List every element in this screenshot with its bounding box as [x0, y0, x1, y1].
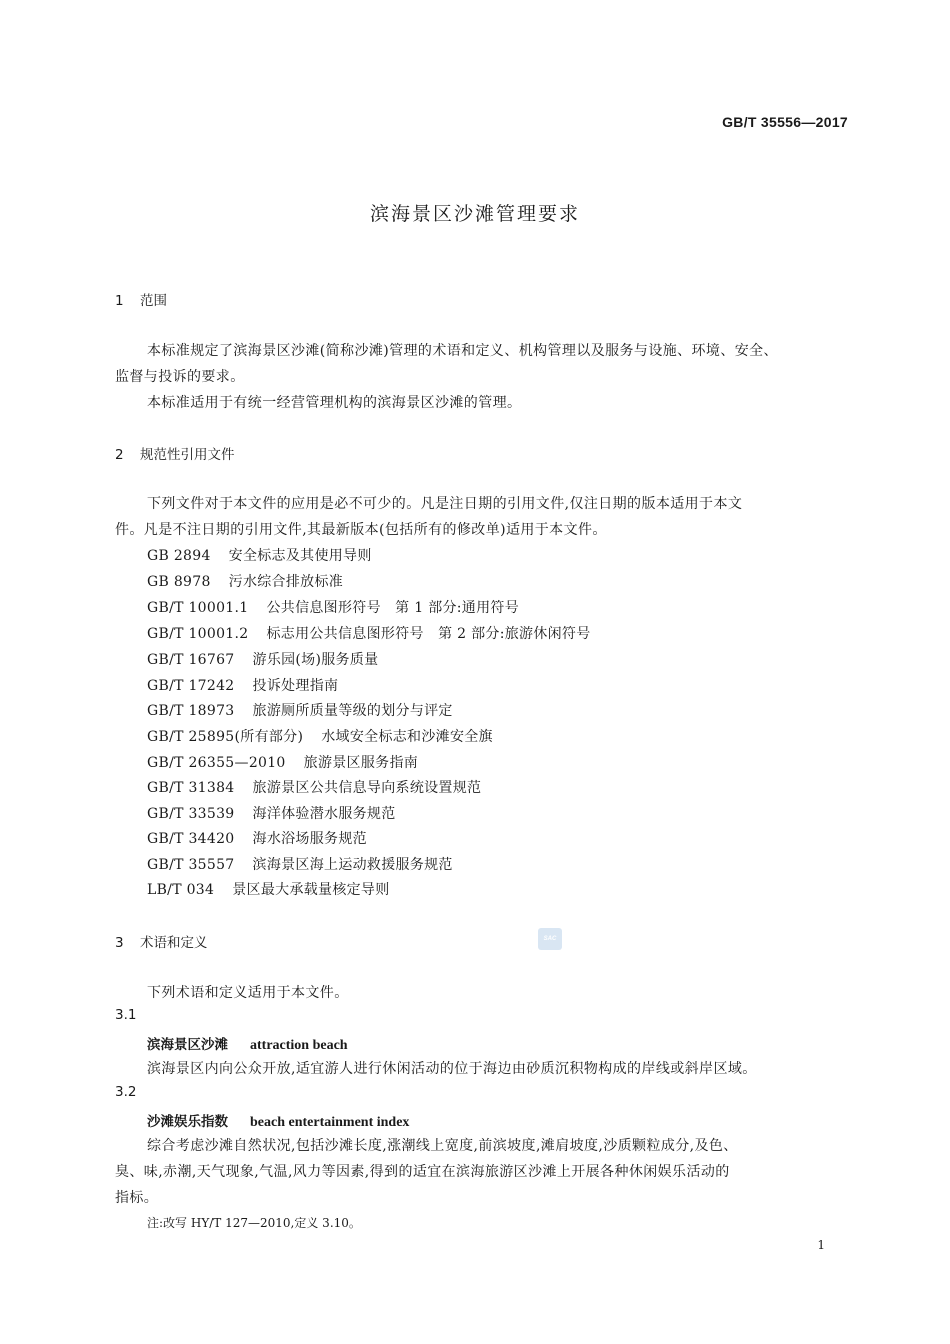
reference-item	[147, 879, 390, 899]
reference-item	[147, 649, 378, 669]
term-note: 注:改写 HY/T 127—2010,定义 3.10。	[147, 1216, 361, 1230]
reference-title: 游乐园(场)服务质量	[252, 652, 379, 668]
term-definition: 综合考虑沙滩自然状况,包括沙滩长度,涨潮线上宽度,前滨坡度,滩肩坡度,沙质颗粒成分,及色、	[147, 1138, 738, 1154]
reference-code: GB/T 16767	[147, 652, 235, 668]
reference-item	[147, 545, 372, 565]
term-definition: 臭、味,赤潮,天气现象,气温,风力等因素,得到的适宜在滨海旅游区沙滩上开展各种休闲娱乐活动的	[115, 1164, 730, 1180]
reference-title: 滨海景区海上运动救援服务规范	[252, 857, 453, 873]
paragraph-line: 本标准适用于有统一经营管理机构的滨海景区沙滩的管理。	[147, 395, 522, 411]
term-number: 3.1	[115, 1007, 137, 1023]
term-english: attraction beach	[250, 1038, 348, 1053]
section-1-heading	[115, 289, 167, 309]
reference-item	[147, 571, 343, 591]
section-2-heading	[115, 443, 235, 463]
reference-code: GB/T 17242	[147, 678, 235, 694]
section-title: 规范性引用文件	[140, 447, 235, 463]
reference-item	[147, 828, 367, 848]
section-title: 术语和定义	[140, 935, 208, 951]
reference-title: 景区最大承载量核定导则	[232, 882, 390, 898]
reference-code: GB/T 34420	[147, 831, 235, 847]
paragraph-line: 监督与投诉的要求。	[115, 369, 245, 385]
reference-item	[147, 803, 396, 823]
reference-title: 海洋体验潜水服务规范	[252, 806, 396, 822]
watermark-logo	[538, 928, 562, 950]
term-chinese: 沙滩娱乐指数	[147, 1114, 228, 1130]
reference-title: 公共信息图形符号 第 1 部分:通用符号	[266, 600, 520, 616]
reference-title: 安全标志及其使用导则	[228, 548, 372, 564]
reference-title: 水域安全标志和沙滩安全旗	[321, 729, 493, 745]
reference-code: GB/T 18973	[147, 703, 235, 719]
section-3-heading	[115, 931, 208, 951]
paragraph-line: 件。凡是不注日期的引用文件,其最新版本(包括所有的修改单)适用于本文件。	[115, 522, 607, 538]
reference-code: GB/T 10001.1	[147, 600, 249, 616]
term-heading	[147, 1110, 409, 1131]
reference-code: GB/T 35557	[147, 857, 235, 873]
reference-item	[147, 675, 338, 695]
watermark-text: SAC	[543, 936, 557, 942]
reference-item	[147, 726, 493, 746]
reference-title: 污水综合排放标准	[228, 574, 344, 590]
reference-item	[147, 854, 453, 874]
reference-code: GB/T 33539	[147, 806, 235, 822]
reference-item	[147, 623, 591, 643]
reference-code: GB/T 26355—2010	[147, 755, 286, 771]
reference-code: GB 8978	[147, 574, 211, 590]
paragraph-line: 下列术语和定义适用于本文件。	[147, 985, 349, 1001]
reference-title: 投诉处理指南	[252, 678, 339, 694]
reference-title: 旅游景区公共信息导向系统设置规范	[252, 780, 482, 796]
document-title: 滨海景区沙滩管理要求	[369, 203, 580, 225]
paragraph-line: 本标准规定了滨海景区沙滩(简称沙滩)管理的术语和定义、机构管理以及服务与设施、环境、安全、	[147, 343, 778, 359]
reference-code: GB/T 25895(所有部分)	[147, 729, 304, 745]
reference-item	[147, 752, 418, 772]
term-heading	[147, 1033, 348, 1054]
reference-code: GB/T 10001.2	[147, 626, 249, 642]
reference-title: 标志用公共信息图形符号 第 2 部分:旅游休闲符号	[266, 626, 591, 642]
standard-code: GB/T 35556—2017	[722, 114, 848, 130]
reference-code: LB/T 034	[147, 882, 215, 898]
term-definition: 滨海景区内向公众开放,适宜游人进行休闲活动的位于海边由砂质沉积物构成的岸线或斜岸区域。	[147, 1061, 757, 1077]
term-number: 3.2	[115, 1084, 137, 1100]
term-chinese: 滨海景区沙滩	[147, 1037, 228, 1053]
paragraph-line: 下列文件对于本文件的应用是必不可少的。凡是注日期的引用文件,仅注日期的版本适用于本文	[147, 496, 743, 512]
reference-code: GB 2894	[147, 548, 211, 564]
term-definition: 指标。	[115, 1190, 159, 1206]
reference-item	[147, 597, 519, 617]
section-number: 2	[115, 447, 124, 463]
section-title: 范围	[140, 293, 167, 309]
term-english: beach entertainment index	[250, 1115, 410, 1130]
page-number: 1	[817, 1238, 825, 1252]
reference-title: 海水浴场服务规范	[252, 831, 367, 847]
reference-title: 旅游景区服务指南	[303, 755, 419, 771]
reference-item	[147, 777, 481, 797]
reference-title: 旅游厕所质量等级的划分与评定	[252, 703, 453, 719]
reference-code: GB/T 31384	[147, 780, 235, 796]
reference-item	[147, 700, 453, 720]
section-number: 1	[115, 293, 124, 309]
section-number: 3	[115, 935, 124, 951]
